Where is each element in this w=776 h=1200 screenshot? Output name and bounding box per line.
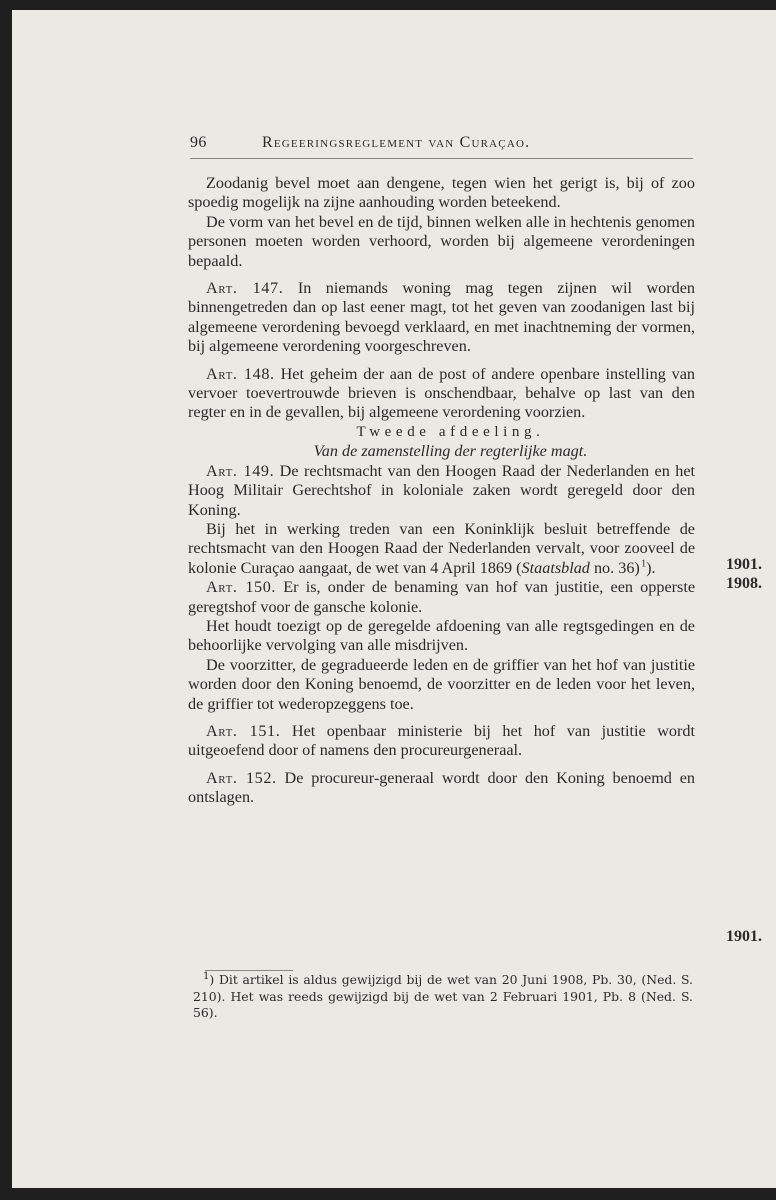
running-title: Regeeringsreglement van Curaçao. (262, 134, 531, 151)
paragraph: De voorzitter, de gegradueerde leden en de griffier van het hof van justitie worden door den Koning benoemd, de voorzitter en de leden voor het leven, de griffier tot wederopzeggens toe. (188, 655, 695, 713)
article-text: Het geheim der aan de post of andere openbare instelling van vervoer toevertrouwde brieven is onschendbaar, behalve op last van den regter en in de gevallen, bij algemeene verordening voorzien. (188, 364, 696, 422)
article-149 (188, 462, 695, 520)
article-label: Art. 147. (206, 279, 284, 298)
margin-year-note: 1908. (726, 575, 762, 592)
paragraph (188, 520, 695, 578)
article-text: De rechtsmacht van den Hoogen Raad der Nederlanden en het Hoog Militair Gerechtshof in koloniale zaken wordt geregeld door den Koning. (188, 461, 695, 519)
footnote-text: ) Dit artikel is aldus gewijzigd bij de wet van 20 Juni 1908, Pb. 30, (Ned. S. 210). Het was reeds gewijzigd bij de wet van 2 Februari 1901, Pb. 8 (Ned. S. 56). (193, 972, 693, 1020)
section-heading: Tweede afdeeling. (356, 423, 545, 440)
running-header (190, 134, 693, 159)
article-152 (188, 769, 695, 808)
article-label: Art. 151. (206, 721, 281, 740)
text-run: no. 36) (589, 558, 640, 577)
footnote-divider (205, 970, 293, 971)
paragraph: De vorm van het bevel en de tijd, binnen welken alle in hechtenis genomen personen moeten worden verhoord, worden bij algemeene verordeningen bepaald. (188, 212, 695, 270)
italic-run: Staatsblad (521, 558, 590, 577)
page-body (188, 174, 695, 808)
margin-year-note: 1901. (726, 556, 762, 573)
article-151 (188, 722, 695, 761)
article-label: Art. 150. (206, 578, 277, 597)
article-147 (188, 279, 695, 357)
article-text: Er is, onder de benaming van hof van justitie, een opperste geregtshof voor de gansche kolonie. (188, 578, 696, 616)
article-150 (188, 578, 695, 617)
page-number: 96 (190, 134, 207, 151)
text-run: Bij het in werking treden van een Koninklijk besluit betreffende de rechtsmacht van den Hoogen Raad der Nederlanden vervalt, voor zooveel de kolonie Curaçao aangaat, de wet van 4 April 1869 ( (188, 519, 695, 577)
text-run: ). (646, 558, 656, 577)
section-subheading: Van de zamenstelling der regterlijke magt. (313, 442, 588, 461)
paragraph: Zoodanig bevel moet aan dengene, tegen wien het gerigt is, bij of zoo spoedig mogelijk na zijne aanhouding worden beteekend. (188, 174, 695, 212)
footnote-marker: 1 (203, 970, 210, 982)
article-label: Art. 148. (206, 364, 275, 383)
article-text: Het openbaar ministerie bij het hof van justitie wordt uitgeoefend door of namens den procureurgeneraal. (188, 721, 696, 760)
article-148 (188, 365, 695, 423)
article-label: Art. 149. (206, 461, 275, 480)
article-text: In niemands woning mag tegen zijnen wil worden binnengetreden dan op last eener magt, tot het geven van zoodanigen last bij algemeene verordening bevoegd verklaard, en met inachtneming der vormen, bij algemeene verordening voorgeschreven. (188, 279, 695, 356)
footnote (193, 972, 693, 1022)
footnote-ref: 1 (641, 558, 647, 570)
margin-year-note: 1901. (726, 928, 762, 945)
article-label: Art. 152. (206, 768, 277, 787)
paragraph: Het houdt toezigt op de geregelde afdoening van alle regtsgedingen en de behoorlijke vervolging van alle misdrijven. (188, 616, 695, 655)
article-text: De procureur-generaal wordt door den Koning benoemd en ontslagen. (188, 768, 695, 807)
